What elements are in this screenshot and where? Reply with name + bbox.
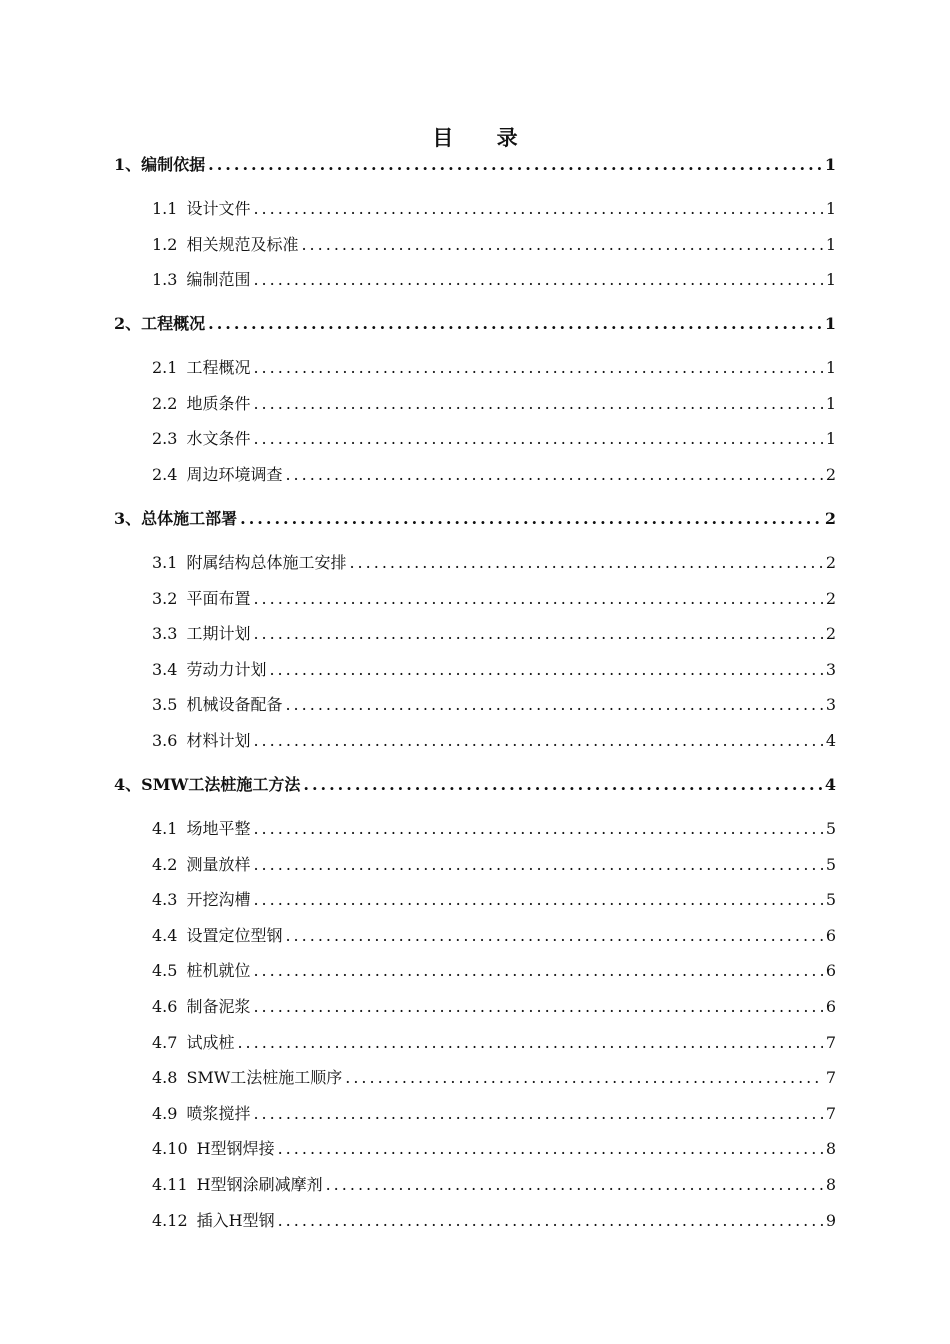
toc-title: 目 录: [432, 125, 536, 150]
toc-entry-title: 喷浆搅拌: [186, 1103, 251, 1123]
toc-entry-title: 附属结构总体施工安排: [186, 553, 347, 572]
toc-dot-leader: [345, 1068, 823, 1087]
toc-subsection-entry[interactable]: [152, 728, 836, 751]
toc-dot-leader: [237, 1033, 822, 1052]
toc-page-number: 9: [825, 1210, 836, 1230]
toc-entry-title: 场地平整: [186, 819, 251, 838]
toc-page-number: 1: [825, 199, 836, 218]
toc-subsection-entry[interactable]: [152, 355, 836, 378]
toc-entry-number: 3.6: [152, 731, 178, 750]
toc-page-number: 2: [824, 509, 836, 528]
toc-dot-leader: [253, 997, 822, 1016]
toc-subsection-entry[interactable]: [152, 1065, 836, 1088]
toc-entry-number: 4.4: [152, 925, 178, 945]
toc-entry-number: 4.6: [152, 997, 178, 1016]
toc-entry-title: 制备泥浆: [186, 997, 251, 1016]
toc-dot-leader: [253, 890, 822, 909]
toc-section-entry[interactable]: [114, 772, 836, 795]
toc-page-number: 6: [825, 925, 836, 945]
toc-page-number: 6: [825, 997, 836, 1016]
toc-entry-number: 3.5: [152, 695, 178, 715]
toc-dot-leader: [303, 775, 821, 794]
toc-page-number: 2: [825, 465, 836, 484]
toc-subsection-entry[interactable]: [152, 958, 836, 981]
toc-dot-leader: [326, 1175, 823, 1194]
toc-entry-number: 4.10: [152, 1139, 188, 1159]
toc-entry-title: SMW工法桩施工方法: [141, 775, 301, 794]
toc-subsection-entry[interactable]: [152, 887, 836, 910]
toc-section-entry[interactable]: [114, 311, 836, 334]
toc-entry-number: 4.7: [152, 1032, 178, 1052]
toc-subsection-entry[interactable]: [152, 1101, 836, 1124]
toc-page-number: 2: [825, 624, 836, 644]
toc-subsection-entry[interactable]: [152, 852, 836, 875]
toc-dot-leader: [253, 961, 822, 980]
toc-page-number: 4: [825, 731, 836, 750]
toc-dot-leader: [253, 394, 822, 413]
toc-entry-title: 开挖沟槽: [186, 890, 251, 910]
toc-subsection-entry[interactable]: [152, 1030, 836, 1053]
toc-entry-title: H型钢涂刷减摩剂: [196, 1175, 323, 1194]
toc-dot-leader: [253, 429, 822, 448]
toc-page-number: 6: [825, 961, 836, 981]
toc-page-number: 1: [825, 234, 836, 254]
toc-page-number: 1: [825, 358, 836, 378]
toc-entry-number: 2.3: [152, 429, 178, 449]
toc-subsection-entry[interactable]: [152, 586, 836, 609]
toc-entry-number: 2.1: [152, 358, 178, 378]
toc-entry-number: 3.3: [152, 624, 178, 644]
toc-page-number: 1: [825, 270, 836, 290]
toc-dot-leader: [240, 509, 822, 528]
toc-dot-leader: [253, 1104, 822, 1123]
toc-entry-title: 平面布置: [186, 588, 251, 608]
toc-section-entry[interactable]: [114, 152, 836, 175]
toc-entry-title: 工程概况: [186, 358, 251, 378]
toc-entry-number: 4.5: [152, 961, 178, 981]
toc-page-number: 3: [825, 659, 836, 679]
toc-page-number: 7: [825, 1103, 836, 1123]
toc-subsection-entry[interactable]: [152, 232, 836, 255]
toc-entry-title: 试成桩: [186, 1032, 235, 1052]
toc-entry-number: 1、: [114, 155, 142, 174]
toc-entry-number: 3.4: [152, 659, 178, 679]
toc-entry-number: 4.2: [152, 854, 178, 874]
toc-subsection-entry[interactable]: [152, 391, 836, 414]
toc-entry-title: 机械设备配备: [186, 695, 283, 715]
toc-subsection-entry[interactable]: [152, 657, 836, 680]
toc-dot-leader: [208, 314, 822, 333]
toc-entry-title: 设计文件: [186, 199, 251, 218]
toc-page-number: 5: [825, 890, 836, 910]
toc-dot-leader: [269, 660, 822, 679]
toc-page-number: 3: [825, 695, 836, 715]
toc-entry-number: 1.3: [152, 270, 178, 290]
toc-dot-leader: [253, 589, 822, 608]
toc-entry-number: 2.2: [152, 393, 178, 413]
toc-entry-title: 水文条件: [186, 429, 251, 449]
toc-subsection-entry[interactable]: [152, 994, 836, 1017]
toc-dot-leader: [349, 553, 822, 572]
toc-dot-leader: [278, 1139, 823, 1158]
toc-page-number: 1: [824, 155, 836, 174]
toc-page-number: 1: [824, 314, 836, 334]
toc-subsection-entry[interactable]: [152, 923, 836, 946]
toc-subsection-entry[interactable]: [152, 267, 836, 290]
toc-page-number: 2: [825, 553, 836, 572]
toc-page-number: 1: [825, 393, 836, 413]
toc-entry-number: 4.1: [152, 819, 178, 838]
toc-entry-number: 4.8: [152, 1068, 178, 1088]
toc-subsection-entry[interactable]: [152, 692, 836, 715]
toc-page-number: 8: [825, 1139, 836, 1159]
toc-entry-title: 地质条件: [186, 393, 251, 413]
toc-dot-leader: [208, 155, 822, 174]
toc-entry-number: 4、: [114, 775, 142, 794]
toc-dot-leader: [253, 358, 822, 377]
toc-section-entry[interactable]: [114, 506, 836, 529]
toc-dot-leader: [253, 624, 822, 643]
toc-dot-leader: [253, 199, 822, 218]
toc-page-number: 7: [825, 1032, 836, 1052]
toc-entry-number: 2.4: [152, 465, 178, 484]
toc-dot-leader: [253, 731, 822, 750]
toc-subsection-entry[interactable]: [152, 462, 836, 485]
toc-page-number: 5: [825, 854, 836, 874]
toc-entry-number: 4.12: [152, 1210, 188, 1230]
toc-entry-number: 3.1: [152, 553, 178, 572]
toc-entry-number: 1.1: [152, 199, 178, 218]
toc-page-number: 5: [825, 819, 836, 838]
toc-entry-number: 3、: [114, 509, 142, 528]
toc-entry-title: 测量放样: [186, 854, 251, 874]
toc-entry-title: 工期计划: [186, 624, 251, 644]
toc-subsection-entry[interactable]: [152, 1172, 836, 1195]
toc-subsection-entry[interactable]: [152, 550, 836, 573]
toc-entry-title: SMW工法桩施工顺序: [186, 1068, 343, 1088]
toc-entry-title: 工程概况: [141, 314, 206, 334]
toc-page-number: 7: [825, 1068, 836, 1088]
toc-entry-number: 4.9: [152, 1103, 178, 1123]
toc-dot-leader: [278, 1211, 823, 1230]
toc-entry-title: 桩机就位: [186, 961, 251, 981]
toc-dot-leader: [253, 819, 822, 838]
toc-page-number: 8: [825, 1175, 836, 1194]
toc-subsection-entry[interactable]: [152, 196, 836, 219]
toc-page-number: 1: [825, 429, 836, 449]
toc-dot-leader: [285, 695, 822, 714]
toc-entry-title: 编制依据: [141, 155, 206, 174]
toc-subsection-entry[interactable]: [152, 621, 836, 644]
toc-entry-title: 相关规范及标准: [186, 234, 299, 254]
toc-entry-title: 周边环境调查: [186, 465, 283, 484]
toc-subsection-entry[interactable]: [152, 1208, 836, 1231]
toc-entry-title: 编制范围: [186, 270, 251, 290]
toc-dot-leader: [253, 855, 822, 874]
toc-entry-title: 设置定位型钢: [186, 925, 283, 945]
toc-entry-number: 3.2: [152, 588, 178, 608]
toc-entry-number: 4.11: [152, 1175, 188, 1194]
toc-dot-leader: [285, 926, 822, 945]
toc-entry-number: 1.2: [152, 234, 178, 254]
toc-page-number: 2: [825, 588, 836, 608]
toc-entry-title: 总体施工部署: [141, 509, 238, 528]
toc-subsection-entry[interactable]: [152, 1136, 836, 1159]
toc-dot-leader: [253, 270, 822, 289]
toc-entry-title: 材料计划: [186, 731, 251, 750]
toc-entry-title: 插入H型钢: [196, 1210, 275, 1230]
toc-entry-title: 劳动力计划: [186, 659, 267, 679]
toc-page-number: 4: [824, 775, 836, 794]
toc-dot-leader: [301, 235, 822, 254]
toc-entry-number: 4.3: [152, 890, 178, 910]
toc-dot-leader: [285, 465, 822, 484]
toc-subsection-entry[interactable]: [152, 426, 836, 449]
toc-entry-number: 2、: [114, 314, 142, 334]
toc-subsection-entry[interactable]: [152, 816, 836, 839]
toc-entry-title: H型钢焊接: [196, 1139, 275, 1159]
